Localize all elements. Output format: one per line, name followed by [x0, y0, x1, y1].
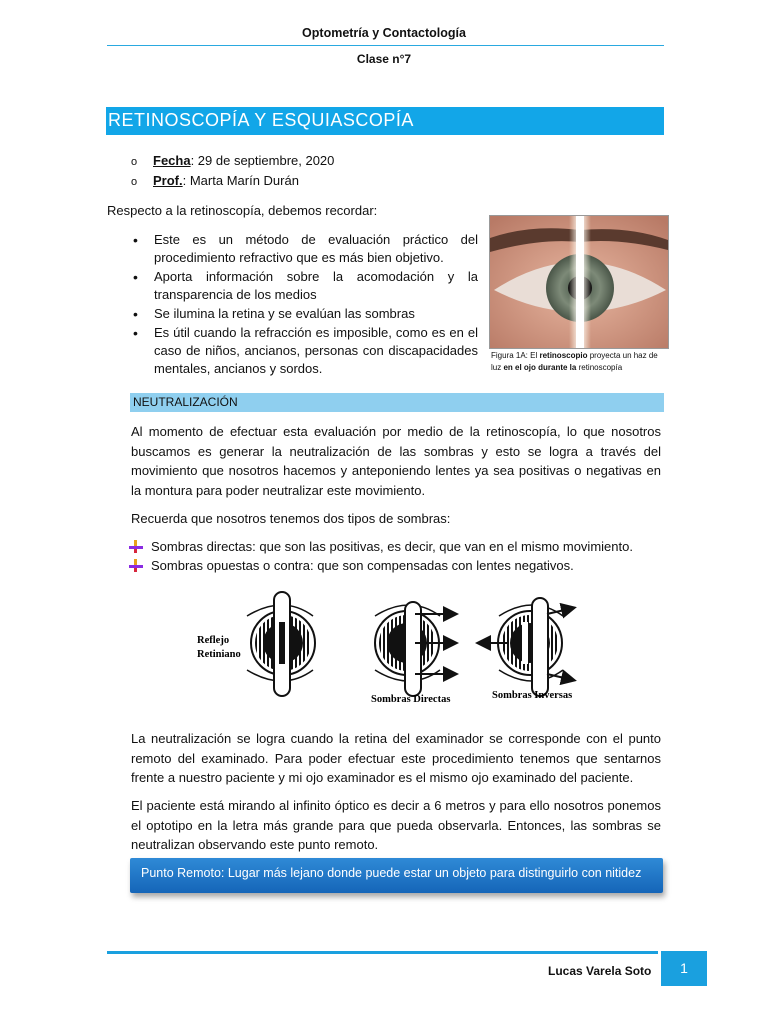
eye-diagram-reflex [247, 592, 315, 696]
circle-bullet-icon: o [131, 156, 138, 168]
header-divider [107, 45, 664, 46]
bullet-item: • Se ilumina la retina y se evalúan las sombras [131, 305, 478, 323]
paragraph-shadow-intro: Recuerda que nosotros tenemos dos tipos de sombras: [131, 511, 451, 526]
list-item [128, 537, 633, 556]
paragraph-neutralization-condition: La neutralización se logra cuando la retina del examinador se corresponde con el punto remoto del examinado. Para poder efectuar este procedimiento tenemos que sentarnos frente a nuestro paciente y mi ojo examinador es el mismo ojo examinado del paciente. [131, 731, 661, 785]
intro-text: Respecto a la retinoscopía, debemos recordar: [107, 203, 378, 218]
page-number-box [661, 951, 707, 986]
bullet-list [131, 231, 478, 379]
subsection-title: NEUTRALIZACIÓN [133, 395, 238, 409]
figure-caption [491, 350, 669, 374]
shadow-type-opposite: Sombras opuestas o contra: que son compensadas con lentes negativos. [151, 558, 574, 573]
bullet-item: • Aporta información sobre la acomodación y la transparencia de los medios [131, 268, 478, 304]
page-number: 1 [680, 960, 688, 976]
label-sombras-inversas: Sombras Inversas [492, 690, 573, 701]
caption-mid: proyecta un haz de luz [491, 351, 658, 372]
punto-remoto-callout [130, 858, 663, 893]
multicolor-arrow-bullet-icon [128, 558, 145, 573]
retinoscopy-eye-photo [489, 215, 669, 349]
eye-diagram-direct [375, 602, 455, 696]
meta-prof-key: Prof. [153, 173, 183, 188]
label-sombras-directas: Sombras Directas [371, 694, 451, 705]
shadow-types-list [128, 537, 633, 575]
document-header-title: Optometría y Contactología [302, 26, 466, 40]
eye-diagram-inverse [479, 598, 573, 696]
circle-bullet-icon: o [131, 176, 138, 188]
class-number: Clase n°7 [356, 52, 412, 66]
meta-date-value: : 29 de septiembre, 2020 [190, 153, 335, 168]
caption-end: retinoscopía [576, 363, 623, 372]
label-retiniano: Retiniano [197, 649, 241, 660]
paragraph-neutralization: Al momento de efectuar esta evaluación por medio de la retinoscopía, lo que nosotros buscamos es generar la neutralización de las sombras y esto se logra a través del movimiento que nosotros hacemos y anteponiendo lentes ya sea positivas o negativas en la montura para poder neutralizar este movimiento. [131, 424, 661, 498]
footer-author: Lucas Varela Soto [548, 964, 652, 978]
bullet-item: • Es útil cuando la refracción es imposible, como es en el caso de niños, ancianos, personas con discapacidades mentales, ancianos y sordos. [131, 324, 478, 378]
paragraph-optical-infinity: El paciente está mirando al infinito óptico es decir a 6 metros y para ello nosotros ponemos el optotipo en la letra más grande para que pueda observarla. Entonces, las sombras se neutralizan observando este punto remoto. [131, 798, 661, 852]
label-reflejo: Reflejo [197, 635, 230, 646]
caption-bold-ojo: en el ojo durante la [503, 363, 577, 372]
meta-professor [131, 173, 299, 188]
retinal-reflex-diagram [195, 586, 585, 708]
meta-date-key: Fecha [153, 153, 191, 168]
multicolor-arrow-bullet-icon [128, 539, 145, 554]
caption-prefix: Figura 1A: El [491, 351, 540, 360]
callout-text: Punto Remoto: Lugar más lejano donde puede estar un objeto para distinguirlo con nitidez [141, 866, 642, 880]
bullet-item: • Este es un método de evaluación práctico del procedimiento refractivo que es más bien objetivo. [131, 231, 478, 267]
caption-bold-retinoscopio: retinoscopio [539, 351, 588, 360]
list-item [128, 556, 633, 575]
section-title: RETINOSCOPÍA Y ESQUIASCOPÍA [108, 110, 414, 130]
meta-prof-value: : Marta Marín Durán [182, 173, 299, 188]
meta-date [131, 153, 334, 168]
footer-divider [107, 951, 658, 954]
shadow-type-direct: Sombras directas: que son las positivas, es decir, que van en el mismo movimiento. [151, 539, 633, 554]
